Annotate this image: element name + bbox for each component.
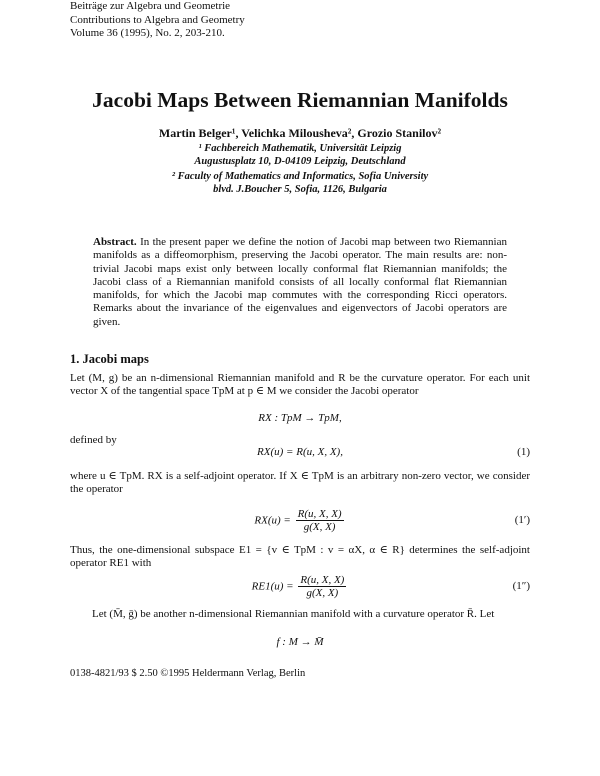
paragraph-3: where u ∈ TpM. RX is a self-adjoint operator. If X ∈ TpM is an arbitrary non-zero vector, we consider the operator (70, 470, 530, 496)
equation-2-lhs: RX(u) = (254, 514, 291, 527)
equation-2-fraction (296, 508, 344, 534)
equation-3-number: (1″) (512, 580, 530, 592)
journal-header (70, 0, 530, 41)
equation-2 (70, 508, 530, 534)
fraction-numerator: R(u, X, X) (297, 508, 342, 520)
equation-0: RX : TpM → TpM, (258, 412, 342, 424)
equation-2-row (70, 504, 530, 538)
volume-info: Volume 36 (1995), No. 2, 203-210. (70, 27, 225, 39)
paragraph-4: Thus, the one-dimensional subspace E1 = {v ∈ TpM : v = αX, α ∈ R} determines the self-adjoint operator RE1 with (70, 544, 530, 570)
abstract-label: Abstract. (93, 236, 137, 248)
equation-4: f : M → M̄ (276, 636, 324, 648)
journal-name-de: Beiträge zur Algebra und Geometrie (70, 0, 231, 12)
equation-3 (70, 574, 530, 600)
paragraph-2: defined by (70, 434, 117, 446)
abstract (93, 236, 507, 329)
paragraph-1: Let (M, g) be an n-dimensional Riemannian manifold and R be the curvature operator. For each unit vector X of the tangential space TpM at p ∈ M we consider the Jacobi operator (70, 372, 530, 398)
affiliation-2 (0, 170, 600, 196)
equation-3-lhs: RE1(u) = (251, 580, 294, 593)
fraction-denominator: g(X, X) (303, 521, 336, 533)
affiliation-1 (0, 142, 600, 168)
author-list: Martin Belger¹, Velichka Milousheva², Grozio Stanilov² (158, 126, 442, 140)
equation-1-number: (1) (517, 446, 530, 458)
equation-1: RX(u) = R(u, X, X), (257, 446, 343, 458)
affiliation-1-line2: Augustusplatz 10, D-04109 Leipzig, Deutschland (194, 156, 406, 167)
section-heading: 1. Jacobi maps (70, 352, 149, 366)
equation-2-number: (1′) (514, 514, 530, 526)
affiliation-2-line2: blvd. J.Boucher 5, Sofia, 1126, Bulgaria (213, 184, 387, 195)
equation-map (70, 632, 530, 658)
fraction-numerator: R(u, X, X) (300, 574, 345, 586)
equation-1-row (70, 442, 530, 468)
equation-jacobi-operator (70, 408, 530, 434)
equation-3-fraction (298, 574, 346, 600)
copyright-footer: 0138-4821/93 $ 2.50 ©1995 Heldermann Verlag, Berlin (70, 668, 306, 679)
paper-title: Jacobi Maps Between Riemannian Manifolds (92, 88, 508, 112)
paragraph-5: Let (M̄, ḡ) be another n-dimensional Riemannian manifold with a curvature operator R̄. Let (92, 608, 495, 620)
affiliation-2-line1: ² Faculty of Mathematics and Informatics, Sofia University (171, 171, 429, 182)
fraction-denominator: g(X, X) (306, 587, 339, 599)
affiliation-1-line1: ¹ Fachbereich Mathematik, Universität Leipzig (198, 143, 402, 154)
journal-name-en: Contributions to Algebra and Geometry (70, 13, 245, 26)
abstract-text: In the present paper we define the notion of Jacobi map between two Riemannian manifolds as a diffeomorphism, preserving the Jacobi operator. The main results are: non-trivial Jacobi maps exist only between locally conformal flat Riemannian manifolds; the Jacobi class of a Riemannian manifold consists of all locally conformal flat Riemannian manifolds, for which the Jacobi map commutes with the corresponding Ricci operators. Remarks about the invariance of the eigenvalues and eigenvectors of Jacobi operators are given. (93, 236, 507, 328)
equation-3-row (70, 570, 530, 604)
